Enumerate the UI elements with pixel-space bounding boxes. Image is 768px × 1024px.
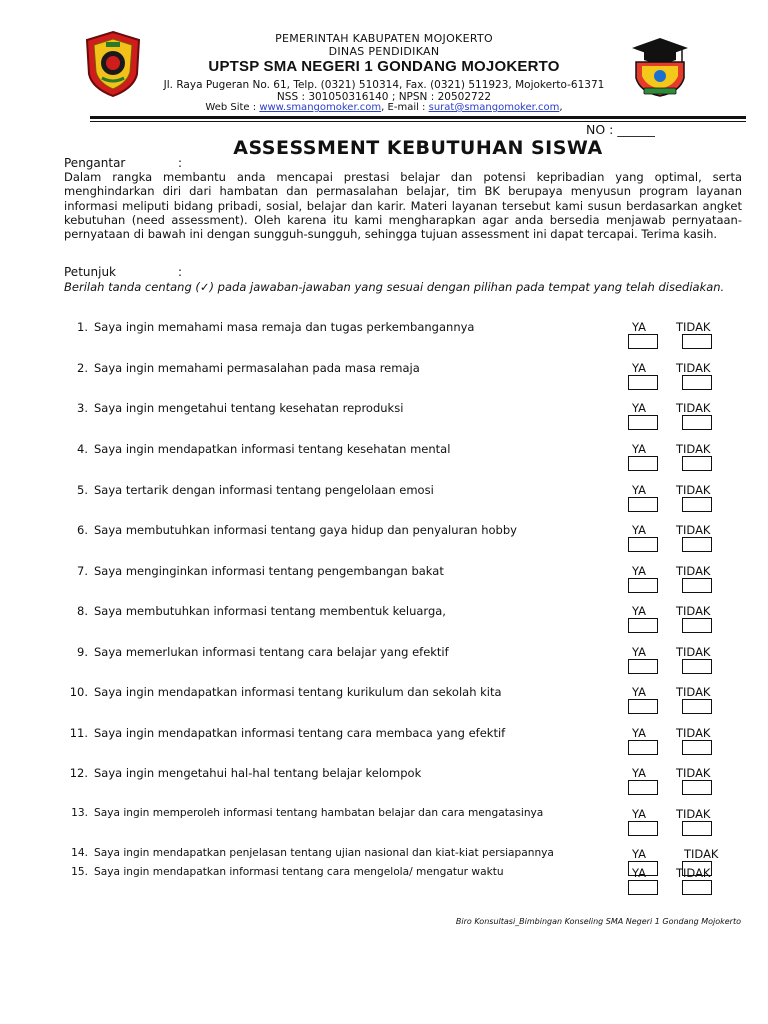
- option-ya-label: YA: [632, 442, 646, 456]
- option-tidak-label: TIDAK: [676, 442, 711, 456]
- question-text: Saya ingin mendapatkan informasi tentang kesehatan mental: [94, 442, 451, 456]
- option-ya-label: YA: [632, 483, 646, 497]
- question-number: 2.: [77, 361, 88, 375]
- petunjuk-text: Berilah tanda centang (✓) pada jawaban-jawaban yang sesuai dengan pilihan pada tempat yang telah disediakan.: [64, 280, 725, 294]
- option-tidak-label: TIDAK: [676, 645, 711, 659]
- email-link[interactable]: surat@smangomoker.com: [428, 102, 560, 113]
- question-text: Saya membutuhkan informasi tentang membentuk keluarga,: [94, 604, 446, 618]
- question-text: Saya ingin mengetahui tentang kesehatan reproduksi: [94, 401, 404, 415]
- header-government: PEMERINTAH KABUPATEN MOJOKERTO: [275, 32, 493, 45]
- checkbox-ya[interactable]: [628, 415, 658, 430]
- question-text: Saya memerlukan informasi tentang cara belajar yang efektif: [94, 645, 449, 659]
- question-row: [66, 807, 543, 819]
- question-row: [66, 523, 517, 537]
- petunjuk-label: Petunjuk: [64, 265, 116, 279]
- header-address: Jl. Raya Pugeran No. 61, Telp. (0321) 510314, Fax. (0321) 511923, Mojokerto-61371: [163, 79, 605, 91]
- question-number: 3.: [77, 401, 88, 415]
- option-tidak-label: TIDAK: [676, 866, 711, 880]
- option-ya-label: YA: [632, 726, 646, 740]
- checkbox-ya[interactable]: [628, 659, 658, 674]
- question-text: Saya membutuhkan informasi tentang gaya hidup dan penyaluran hobby: [94, 523, 517, 537]
- option-ya-label: YA: [632, 523, 646, 537]
- option-ya-label: YA: [632, 361, 646, 375]
- question-text: Saya ingin memahami masa remaja dan tugas perkembangannya: [94, 320, 475, 334]
- checkbox-tidak[interactable]: [682, 659, 712, 674]
- question-number: 4.: [77, 442, 88, 456]
- pengantar-text: Dalam rangka membantu anda mencapai prestasi belajar dan potensi kepribadian yang optimal, serta menghindarkan diri dari hambatan dan permasalahan belajar, tim BK berupaya menyusun program layanan informasi meliputi bidang pribadi, sosial, belajar dan karir. Materi layanan tersebut kami susun berdasarkan angket kebutuhan (need assessment). Oleh karena itu kami mengharapkan agar anda bersedia menjawab pernyataan-pernyataan di bawah ini dengan sungguh-sungguh, sehingga tujuan assessment ini dapat tercapai. Terima kasih.: [64, 170, 742, 242]
- question-row: [66, 401, 403, 415]
- checkbox-ya[interactable]: [628, 618, 658, 633]
- option-ya-label: YA: [632, 866, 646, 880]
- checkbox-ya[interactable]: [628, 537, 658, 552]
- checkbox-ya[interactable]: [628, 780, 658, 795]
- checkbox-ya[interactable]: [628, 821, 658, 836]
- question-row: [66, 442, 450, 456]
- option-tidak-label: TIDAK: [676, 564, 711, 578]
- option-ya-label: YA: [632, 564, 646, 578]
- checkbox-ya[interactable]: [628, 740, 658, 755]
- option-tidak-label: TIDAK: [676, 685, 711, 699]
- pengantar-colon: :: [178, 156, 183, 170]
- option-tidak-label: TIDAK: [676, 523, 711, 537]
- option-tidak-label: TIDAK: [676, 320, 711, 334]
- checkbox-tidak[interactable]: [682, 821, 712, 836]
- question-row: [66, 685, 502, 699]
- checkbox-tidak[interactable]: [682, 375, 712, 390]
- checkbox-ya[interactable]: [628, 699, 658, 714]
- checkbox-tidak[interactable]: [682, 880, 712, 895]
- form-number: NO : ______: [586, 122, 655, 137]
- question-row: [66, 483, 434, 497]
- web-site-link[interactable]: www.smangomoker.com: [259, 102, 382, 113]
- option-tidak-label: TIDAK: [676, 483, 711, 497]
- pengantar-label: Pengantar: [64, 156, 126, 170]
- question-number: 6.: [77, 523, 88, 537]
- checkbox-tidak[interactable]: [682, 497, 712, 512]
- question-row: [66, 564, 444, 578]
- header-divider-thick: [90, 116, 746, 119]
- checkbox-ya[interactable]: [628, 375, 658, 390]
- option-tidak-label: TIDAK: [684, 847, 719, 861]
- question-text: Saya ingin memahami permasalahan pada masa remaja: [94, 361, 420, 375]
- option-ya-label: YA: [632, 645, 646, 659]
- question-row: [66, 645, 449, 659]
- question-number: 9.: [77, 645, 88, 659]
- checkbox-tidak[interactable]: [682, 578, 712, 593]
- question-text: Saya ingin mendapatkan informasi tentang kurikulum dan sekolah kita: [94, 685, 502, 699]
- option-tidak-label: TIDAK: [676, 807, 711, 821]
- header-ids: NSS : 301050316140 ; NPSN : 20502722: [276, 91, 492, 103]
- checkbox-tidak[interactable]: [682, 415, 712, 430]
- question-row: [66, 361, 420, 375]
- contact-end: ,: [559, 102, 563, 113]
- question-row: [66, 866, 504, 878]
- option-ya-label: YA: [632, 847, 646, 861]
- question-number: 15.: [71, 866, 88, 878]
- question-number: 5.: [77, 483, 88, 497]
- option-ya-label: YA: [632, 320, 646, 334]
- checkbox-tidak[interactable]: [682, 740, 712, 755]
- petunjuk-colon: :: [178, 265, 183, 279]
- option-tidak-label: TIDAK: [676, 604, 711, 618]
- question-number: 7.: [77, 564, 88, 578]
- footer-note: Biro Konsultasi_Bimbingan Konseling SMA Negeri 1 Gondang Mojokerto: [455, 917, 741, 926]
- checkbox-tidak[interactable]: [682, 780, 712, 795]
- option-tidak-label: TIDAK: [676, 401, 711, 415]
- question-row: [66, 847, 554, 859]
- header-contact: [0, 102, 768, 113]
- option-tidak-label: TIDAK: [676, 766, 711, 780]
- question-number: 13.: [71, 807, 88, 819]
- checkbox-tidak[interactable]: [682, 456, 712, 471]
- question-number: 1.: [77, 320, 88, 334]
- email-label: , E-mail :: [381, 102, 429, 113]
- option-ya-label: YA: [632, 766, 646, 780]
- checkbox-tidak[interactable]: [682, 618, 712, 633]
- question-text: Saya menginginkan informasi tentang pengembangan bakat: [94, 564, 444, 578]
- checkbox-ya[interactable]: [628, 497, 658, 512]
- option-tidak-label: TIDAK: [676, 361, 711, 375]
- checkbox-tidak[interactable]: [682, 334, 712, 349]
- checkbox-ya[interactable]: [628, 334, 658, 349]
- option-tidak-label: TIDAK: [676, 726, 711, 740]
- option-ya-label: YA: [632, 685, 646, 699]
- question-text: Saya ingin mengetahui hal-hal tentang belajar kelompok: [94, 766, 422, 780]
- option-ya-label: YA: [632, 604, 646, 618]
- question-text: Saya tertarik dengan informasi tentang pengelolaan emosi: [94, 483, 434, 497]
- question-number: 10.: [69, 685, 88, 699]
- header-school-name: UPTSP SMA NEGERI 1 GONDANG MOJOKERTO: [208, 58, 560, 75]
- question-text: Saya ingin mendapatkan penjelasan tentang ujian nasional dan kiat-kiat persiapannya: [94, 847, 554, 859]
- checkbox-tidak[interactable]: [682, 699, 712, 714]
- web-site-label: Web Site :: [205, 102, 260, 113]
- question-number: 11.: [69, 726, 88, 740]
- option-ya-label: YA: [632, 401, 646, 415]
- question-number: 8.: [77, 604, 88, 618]
- question-row: [66, 604, 446, 618]
- checkbox-ya[interactable]: [628, 456, 658, 471]
- question-row: [66, 320, 474, 334]
- question-number: 14.: [71, 847, 88, 859]
- question-text: Saya ingin mendapatkan informasi tentang cara membaca yang efektif: [94, 726, 506, 740]
- question-number: 12.: [69, 766, 88, 780]
- option-ya-label: YA: [632, 807, 646, 821]
- question-row: [66, 766, 421, 780]
- question-row: [66, 726, 505, 740]
- checkbox-ya[interactable]: [628, 578, 658, 593]
- page-title: ASSESSMENT KEBUTUHAN SISWA: [233, 137, 603, 159]
- checkbox-tidak[interactable]: [682, 537, 712, 552]
- checkbox-ya[interactable]: [628, 880, 658, 895]
- question-text: Saya ingin mendapatkan informasi tentang cara mengelola/ mengatur waktu: [94, 866, 504, 878]
- header-department: DINAS PENDIDIKAN: [328, 45, 440, 58]
- question-text: Saya ingin memperoleh informasi tentang hambatan belajar dan cara mengatasinya: [94, 807, 544, 819]
